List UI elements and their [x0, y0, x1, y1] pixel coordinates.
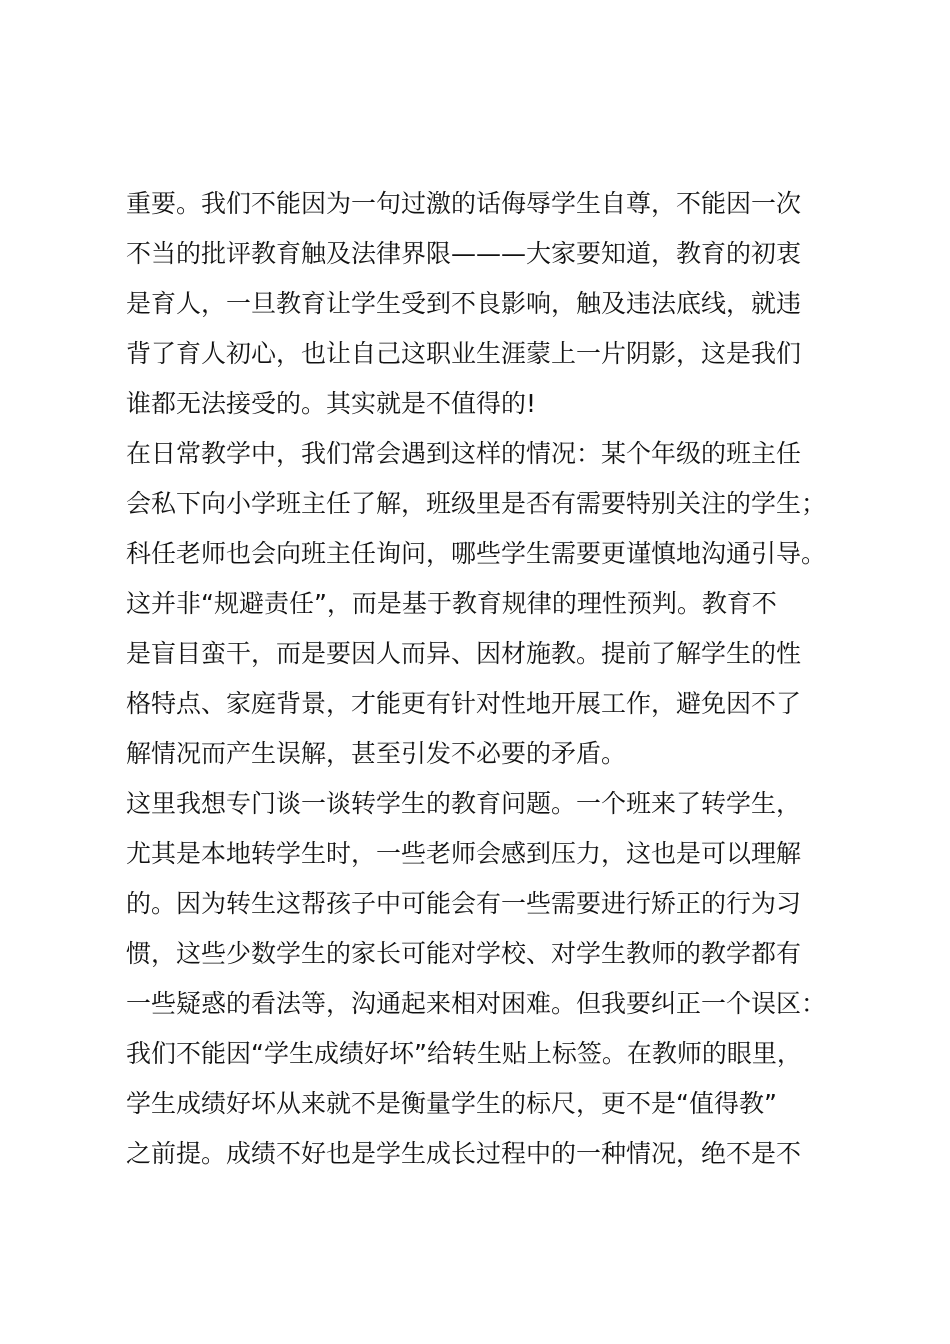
text-line: 尤其是本地转学生时，一些老师会感到压力，这也是可以理解: [126, 839, 802, 868]
text-line: 科任老师也会向班主任询问，哪些学生需要更谨慎地沟通引导。: [126, 539, 827, 568]
text-line: 会私下向小学班主任了解，班级里是否有需要特别关注的学生；: [126, 489, 827, 518]
text-line: 在日常教学中，我们常会遇到这样的情况：某个年级的班主任: [126, 439, 802, 468]
text-line: 不当的批评教育触及法律界限———大家要知道，教育的初衷: [126, 239, 802, 268]
text-line: 重要。我们不能因为一句过激的话侮辱学生自尊，不能因一次: [126, 189, 802, 218]
text-line: 是盲目蛮干，而是要因人而异、因材施教。提前了解学生的性: [126, 639, 802, 668]
text-line: 谁都无法接受的。其实就是不值得的!: [126, 389, 537, 418]
text-line: 惯，这些少数学生的家长可能对学校、对学生教师的教学都有: [126, 939, 802, 968]
body-text: [126, 179, 866, 1179]
text-line: 格特点、家庭背景，才能更有针对性地开展工作，避免因不了: [126, 689, 802, 718]
text-line: 一些疑惑的看法等，沟通起来相对困难。但我要纠正一个误区：: [126, 989, 827, 1018]
text-line: 之前提。成绩不好也是学生成长过程中的一种情况，绝不是不: [126, 1139, 802, 1168]
text-line: 解情况而产生误解，甚至引发不必要的矛盾。: [126, 739, 627, 768]
text-line: 这里我想专门谈一谈转学生的教育问题。一个班来了转学生，: [126, 789, 802, 818]
text-line: 背了育人初心，也让自己这职业生涯蒙上一片阴影，这是我们: [126, 339, 802, 368]
text-line: 的。因为转生这帮孩子中可能会有一些需要进行矫正的行为习: [126, 889, 802, 918]
text-line: 学生成绩好坏从来就不是衡量学生的标尺，更不是“值得教”: [126, 1089, 777, 1118]
text-line: 是育人，一旦教育让学生受到不良影响，触及违法底线，就违: [126, 289, 802, 318]
text-line: 这并非“规避责任”，而是基于教育规律的理性预判。教育不: [126, 589, 777, 618]
text-line: 我们不能因“学生成绩好坏”给转生贴上标签。在教师的眼里，: [126, 1039, 802, 1068]
